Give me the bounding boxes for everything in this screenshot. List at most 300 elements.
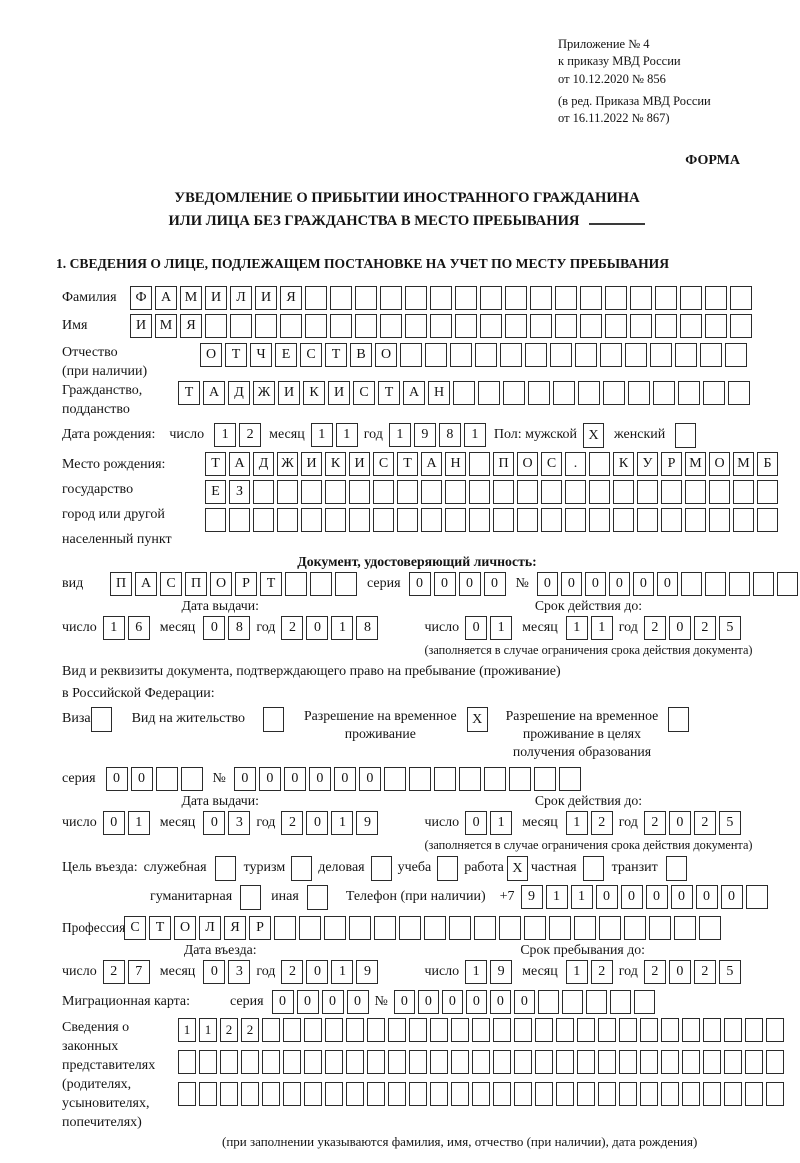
cell[interactable] [598, 1050, 616, 1074]
cell[interactable]: 1 [566, 616, 588, 640]
cell[interactable] [514, 1050, 532, 1074]
cell[interactable] [503, 381, 525, 405]
cell[interactable] [285, 572, 307, 596]
cell[interactable] [330, 286, 352, 310]
cell[interactable]: 0 [306, 960, 328, 984]
cell[interactable]: И [205, 286, 227, 310]
cell[interactable] [255, 314, 277, 338]
stay-month-cells[interactable] [566, 960, 613, 984]
cell[interactable] [325, 1050, 343, 1074]
cell[interactable] [549, 916, 571, 940]
cell[interactable]: 1 [389, 423, 411, 447]
res-valid-year-cells[interactable] [644, 811, 741, 835]
cell[interactable] [619, 1082, 637, 1106]
cell[interactable] [556, 1082, 574, 1106]
cell[interactable] [253, 480, 274, 504]
cell[interactable]: 0 [466, 990, 487, 1014]
profession-cells[interactable] [124, 916, 721, 940]
cell[interactable]: И [301, 452, 322, 476]
cell[interactable] [509, 767, 531, 791]
cell[interactable]: 1 [464, 423, 486, 447]
birth-year-cells[interactable] [389, 423, 486, 447]
cell[interactable] [530, 314, 552, 338]
cell[interactable] [405, 314, 427, 338]
cell[interactable] [380, 314, 402, 338]
cell[interactable] [685, 480, 706, 504]
cell[interactable]: Я [280, 286, 302, 310]
doc-valid-month-cells[interactable] [566, 616, 613, 640]
cell[interactable] [445, 480, 466, 504]
cell[interactable]: 9 [521, 885, 543, 909]
cell[interactable] [637, 508, 658, 532]
cell[interactable] [577, 1082, 595, 1106]
cell[interactable] [640, 1018, 658, 1042]
cell[interactable] [559, 767, 581, 791]
purpose-business-checkbox[interactable] [371, 856, 392, 881]
cell[interactable] [469, 452, 490, 476]
purpose-official-checkbox[interactable] [215, 856, 236, 881]
cell[interactable] [555, 286, 577, 310]
cell[interactable]: 0 [465, 811, 487, 835]
cell[interactable] [613, 480, 634, 504]
cell[interactable]: 2 [239, 423, 261, 447]
cell[interactable]: Р [235, 572, 257, 596]
cell[interactable] [605, 286, 627, 310]
doc-issue-year-cells[interactable] [281, 616, 378, 640]
cell[interactable] [405, 286, 427, 310]
cell[interactable]: Л [199, 916, 221, 940]
cell[interactable]: 6 [128, 616, 150, 640]
cell[interactable] [459, 767, 481, 791]
cell[interactable]: Н [428, 381, 450, 405]
cell[interactable]: 0 [621, 885, 643, 909]
cell[interactable] [305, 314, 327, 338]
cell[interactable] [445, 508, 466, 532]
cell[interactable]: О [709, 452, 730, 476]
cell[interactable] [283, 1050, 301, 1074]
cell[interactable]: Ж [277, 452, 298, 476]
cell[interactable] [705, 286, 727, 310]
cell[interactable]: 0 [334, 767, 356, 791]
mig-number-cells[interactable] [394, 990, 655, 1014]
purpose-transit-checkbox[interactable] [666, 856, 687, 881]
cell[interactable]: Ф [130, 286, 152, 310]
cell[interactable]: 1 [566, 811, 588, 835]
cell[interactable]: 0 [131, 767, 153, 791]
cell[interactable] [469, 480, 490, 504]
birthplace-cells-row2[interactable] [205, 480, 778, 504]
purpose-study-checkbox[interactable] [437, 856, 458, 881]
cell[interactable]: А [229, 452, 250, 476]
cell[interactable]: М [733, 452, 754, 476]
cell[interactable]: К [303, 381, 325, 405]
cell[interactable]: 2 [694, 960, 716, 984]
cell[interactable]: 5 [719, 811, 741, 835]
cell[interactable]: Т [260, 572, 282, 596]
cell[interactable]: 0 [394, 990, 415, 1014]
cell[interactable]: 0 [203, 811, 225, 835]
cell[interactable] [538, 990, 559, 1014]
cell[interactable] [240, 885, 261, 910]
cell[interactable]: 2 [644, 616, 666, 640]
cell[interactable] [565, 508, 586, 532]
residence-permit-checkbox[interactable] [263, 707, 284, 732]
cell[interactable]: 0 [103, 811, 125, 835]
cell[interactable]: Б [757, 452, 778, 476]
cell[interactable] [409, 1082, 427, 1106]
cell[interactable] [484, 767, 506, 791]
cell[interactable] [681, 572, 702, 596]
cell[interactable]: Ж [253, 381, 275, 405]
cell[interactable]: М [685, 452, 706, 476]
cell[interactable] [229, 508, 250, 532]
cell[interactable]: О [200, 343, 222, 367]
cell[interactable] [409, 1018, 427, 1042]
cell[interactable]: И [349, 452, 370, 476]
cell[interactable] [685, 508, 706, 532]
cell[interactable]: 2 [281, 811, 303, 835]
cell[interactable]: Н [445, 452, 466, 476]
cell[interactable]: 0 [409, 572, 431, 596]
cell[interactable] [373, 508, 394, 532]
cell[interactable] [451, 1082, 469, 1106]
cell[interactable]: У [637, 452, 658, 476]
cell[interactable] [555, 314, 577, 338]
representatives-cells-row3[interactable] [178, 1082, 784, 1106]
visa-checkbox[interactable] [91, 707, 112, 732]
cell[interactable]: А [203, 381, 225, 405]
cell[interactable] [367, 1082, 385, 1106]
cell[interactable]: 0 [696, 885, 718, 909]
cell[interactable] [480, 314, 502, 338]
cell[interactable] [449, 916, 471, 940]
cell[interactable]: З [229, 480, 250, 504]
birthplace-cells-row3[interactable] [205, 508, 778, 532]
cell[interactable] [430, 1018, 448, 1042]
entry-day-cells[interactable] [103, 960, 150, 984]
doc-number-cells[interactable] [537, 572, 798, 596]
temp-res-checkbox[interactable] [467, 707, 488, 732]
cell[interactable] [388, 1082, 406, 1106]
cell[interactable] [478, 381, 500, 405]
representatives-cells-row2[interactable] [178, 1050, 784, 1074]
cell[interactable] [682, 1018, 700, 1042]
cell[interactable]: 1 [331, 616, 353, 640]
cell[interactable] [705, 314, 727, 338]
cell[interactable] [277, 480, 298, 504]
cell[interactable] [517, 480, 538, 504]
cell[interactable] [480, 286, 502, 310]
doc-issue-month-cells[interactable] [203, 616, 250, 640]
cell[interactable] [661, 1050, 679, 1074]
cell[interactable] [528, 381, 550, 405]
cell[interactable]: 1 [311, 423, 333, 447]
cell[interactable] [400, 343, 422, 367]
cell[interactable]: 1 [331, 960, 353, 984]
cell[interactable] [682, 1082, 700, 1106]
cell[interactable] [434, 767, 456, 791]
cell[interactable] [535, 1082, 553, 1106]
purpose-tourism-checkbox[interactable] [291, 856, 312, 881]
cell[interactable] [499, 916, 521, 940]
cell[interactable] [562, 990, 583, 1014]
cell[interactable]: 1 [103, 616, 125, 640]
cell[interactable] [703, 381, 725, 405]
cell[interactable] [424, 916, 446, 940]
cell[interactable] [472, 1018, 490, 1042]
cell[interactable] [728, 381, 750, 405]
cell[interactable] [453, 381, 475, 405]
cell[interactable] [630, 314, 652, 338]
cell[interactable]: 0 [106, 767, 128, 791]
cell[interactable]: 0 [671, 885, 693, 909]
cell[interactable]: 0 [359, 767, 381, 791]
cell[interactable]: 0 [309, 767, 331, 791]
cell[interactable] [493, 480, 514, 504]
cell[interactable]: 1 [566, 960, 588, 984]
representatives-cells-row1[interactable] [178, 1018, 784, 1042]
cell[interactable] [745, 1082, 763, 1106]
cell[interactable] [430, 1050, 448, 1074]
cell[interactable] [388, 1018, 406, 1042]
cell[interactable] [325, 1082, 343, 1106]
cell[interactable]: Е [205, 480, 226, 504]
cell[interactable] [230, 314, 252, 338]
cell[interactable] [205, 508, 226, 532]
surname-cells[interactable] [130, 286, 752, 310]
cell[interactable] [724, 1050, 742, 1074]
cell[interactable] [455, 314, 477, 338]
stay-year-cells[interactable] [644, 960, 741, 984]
cell[interactable] [304, 1082, 322, 1106]
cell[interactable] [655, 314, 677, 338]
cell[interactable] [589, 480, 610, 504]
res-valid-day-cells[interactable] [465, 811, 512, 835]
cell[interactable] [514, 1018, 532, 1042]
cell[interactable] [450, 343, 472, 367]
cell[interactable]: 0 [669, 616, 691, 640]
cell[interactable]: П [185, 572, 207, 596]
cell[interactable] [603, 381, 625, 405]
cell[interactable] [674, 916, 696, 940]
cell[interactable] [517, 508, 538, 532]
cell[interactable] [156, 767, 178, 791]
cell[interactable]: И [255, 286, 277, 310]
cell[interactable]: П [493, 452, 514, 476]
cell[interactable] [530, 286, 552, 310]
cell[interactable] [500, 343, 522, 367]
cell[interactable]: . [565, 452, 586, 476]
cell[interactable] [766, 1082, 784, 1106]
cell[interactable] [346, 1018, 364, 1042]
cell[interactable] [730, 314, 752, 338]
cell[interactable] [380, 286, 402, 310]
cell[interactable] [349, 508, 370, 532]
cell[interactable] [550, 343, 572, 367]
cell[interactable] [367, 1018, 385, 1042]
cell[interactable] [374, 916, 396, 940]
cell[interactable] [675, 423, 696, 448]
cell[interactable]: 0 [442, 990, 463, 1014]
cell[interactable] [472, 1050, 490, 1074]
cell[interactable]: 7 [128, 960, 150, 984]
cell[interactable] [324, 916, 346, 940]
cell[interactable] [241, 1050, 259, 1074]
cell[interactable]: Т [205, 452, 226, 476]
cell[interactable] [409, 1050, 427, 1074]
cell[interactable]: 9 [490, 960, 512, 984]
cell[interactable]: 0 [322, 990, 344, 1014]
cell[interactable]: 2 [591, 811, 613, 835]
doc-type-cells[interactable] [110, 572, 357, 596]
cell[interactable]: С [124, 916, 146, 940]
cell[interactable] [199, 1050, 217, 1074]
cell[interactable]: 3 [228, 811, 250, 835]
cell[interactable] [725, 343, 747, 367]
cell[interactable]: О [375, 343, 397, 367]
cell[interactable]: 0 [514, 990, 535, 1014]
cell[interactable]: 1 [128, 811, 150, 835]
cell[interactable]: 0 [657, 572, 678, 596]
cell[interactable] [355, 286, 377, 310]
cell[interactable]: М [180, 286, 202, 310]
cell[interactable] [709, 508, 730, 532]
cell[interactable] [541, 508, 562, 532]
cell[interactable] [745, 1050, 763, 1074]
cell[interactable] [455, 286, 477, 310]
cell[interactable]: 1 [591, 616, 613, 640]
cell[interactable]: 0 [203, 960, 225, 984]
cell[interactable] [241, 1082, 259, 1106]
cell[interactable] [425, 343, 447, 367]
cell[interactable]: Т [378, 381, 400, 405]
cell[interactable]: 0 [646, 885, 668, 909]
cell[interactable] [291, 856, 312, 881]
cell[interactable]: А [403, 381, 425, 405]
cell[interactable] [703, 1018, 721, 1042]
cell[interactable] [619, 1050, 637, 1074]
cell[interactable] [535, 1018, 553, 1042]
cell[interactable] [598, 1018, 616, 1042]
cell[interactable] [301, 480, 322, 504]
cell[interactable] [661, 480, 682, 504]
cell[interactable] [556, 1050, 574, 1074]
cell[interactable]: 9 [414, 423, 436, 447]
cell[interactable] [430, 286, 452, 310]
cell[interactable]: X [507, 856, 528, 881]
cell[interactable]: И [328, 381, 350, 405]
cell[interactable] [705, 572, 726, 596]
cell[interactable]: 2 [694, 811, 716, 835]
cell[interactable] [299, 916, 321, 940]
cell[interactable]: 1 [178, 1018, 196, 1042]
cell[interactable]: Ч [250, 343, 272, 367]
birth-day-cells[interactable] [214, 423, 261, 447]
cell[interactable] [661, 1082, 679, 1106]
cell[interactable] [599, 916, 621, 940]
cell[interactable]: Т [149, 916, 171, 940]
cell[interactable]: 0 [669, 811, 691, 835]
cell[interactable] [605, 314, 627, 338]
res-issue-year-cells[interactable] [281, 811, 378, 835]
cell[interactable] [733, 480, 754, 504]
cell[interactable]: 1 [490, 811, 512, 835]
cell[interactable]: 0 [585, 572, 606, 596]
cell[interactable]: Я [180, 314, 202, 338]
cell[interactable] [577, 1018, 595, 1042]
cell[interactable] [724, 1082, 742, 1106]
cell[interactable] [220, 1050, 238, 1074]
cell[interactable] [766, 1018, 784, 1042]
sex-female-checkbox[interactable] [675, 423, 696, 448]
cell[interactable]: 1 [214, 423, 236, 447]
cell[interactable]: 2 [103, 960, 125, 984]
res-valid-month-cells[interactable] [566, 811, 613, 835]
cell[interactable]: 8 [228, 616, 250, 640]
cell[interactable]: О [517, 452, 538, 476]
patronymic-cells[interactable] [200, 343, 747, 367]
cell[interactable]: 9 [356, 960, 378, 984]
cell[interactable] [274, 916, 296, 940]
cell[interactable] [630, 286, 652, 310]
cell[interactable] [349, 480, 370, 504]
cell[interactable] [745, 1018, 763, 1042]
cell[interactable]: 0 [297, 990, 319, 1014]
cell[interactable]: 0 [721, 885, 743, 909]
cell[interactable]: 0 [609, 572, 630, 596]
cell[interactable]: 1 [336, 423, 358, 447]
cell[interactable]: А [155, 286, 177, 310]
cell[interactable]: 0 [633, 572, 654, 596]
cell[interactable] [451, 1050, 469, 1074]
cell[interactable] [330, 314, 352, 338]
cell[interactable] [730, 286, 752, 310]
cell[interactable] [624, 916, 646, 940]
cell[interactable] [625, 343, 647, 367]
cell[interactable] [397, 480, 418, 504]
cell[interactable] [777, 572, 798, 596]
cell[interactable] [325, 480, 346, 504]
cell[interactable] [586, 990, 607, 1014]
cell[interactable] [355, 314, 377, 338]
purpose-private-checkbox[interactable] [583, 856, 604, 881]
cell[interactable] [409, 767, 431, 791]
cell[interactable]: 1 [490, 616, 512, 640]
cell[interactable] [91, 707, 112, 732]
doc-valid-year-cells[interactable] [644, 616, 741, 640]
cell[interactable] [637, 480, 658, 504]
cell[interactable] [277, 508, 298, 532]
cell[interactable] [367, 1050, 385, 1074]
cell[interactable] [661, 508, 682, 532]
cell[interactable]: О [174, 916, 196, 940]
cell[interactable] [469, 508, 490, 532]
cell[interactable] [215, 856, 236, 881]
cell[interactable] [746, 885, 768, 909]
cell[interactable] [753, 572, 774, 596]
birthplace-cells-row1[interactable] [205, 452, 778, 476]
cell[interactable] [451, 1018, 469, 1042]
cell[interactable] [703, 1082, 721, 1106]
cell[interactable] [580, 314, 602, 338]
cell[interactable] [346, 1050, 364, 1074]
cell[interactable] [699, 916, 721, 940]
cell[interactable]: 2 [591, 960, 613, 984]
cell[interactable] [472, 1082, 490, 1106]
cell[interactable]: 0 [306, 811, 328, 835]
cell[interactable]: К [613, 452, 634, 476]
cell[interactable] [310, 572, 332, 596]
